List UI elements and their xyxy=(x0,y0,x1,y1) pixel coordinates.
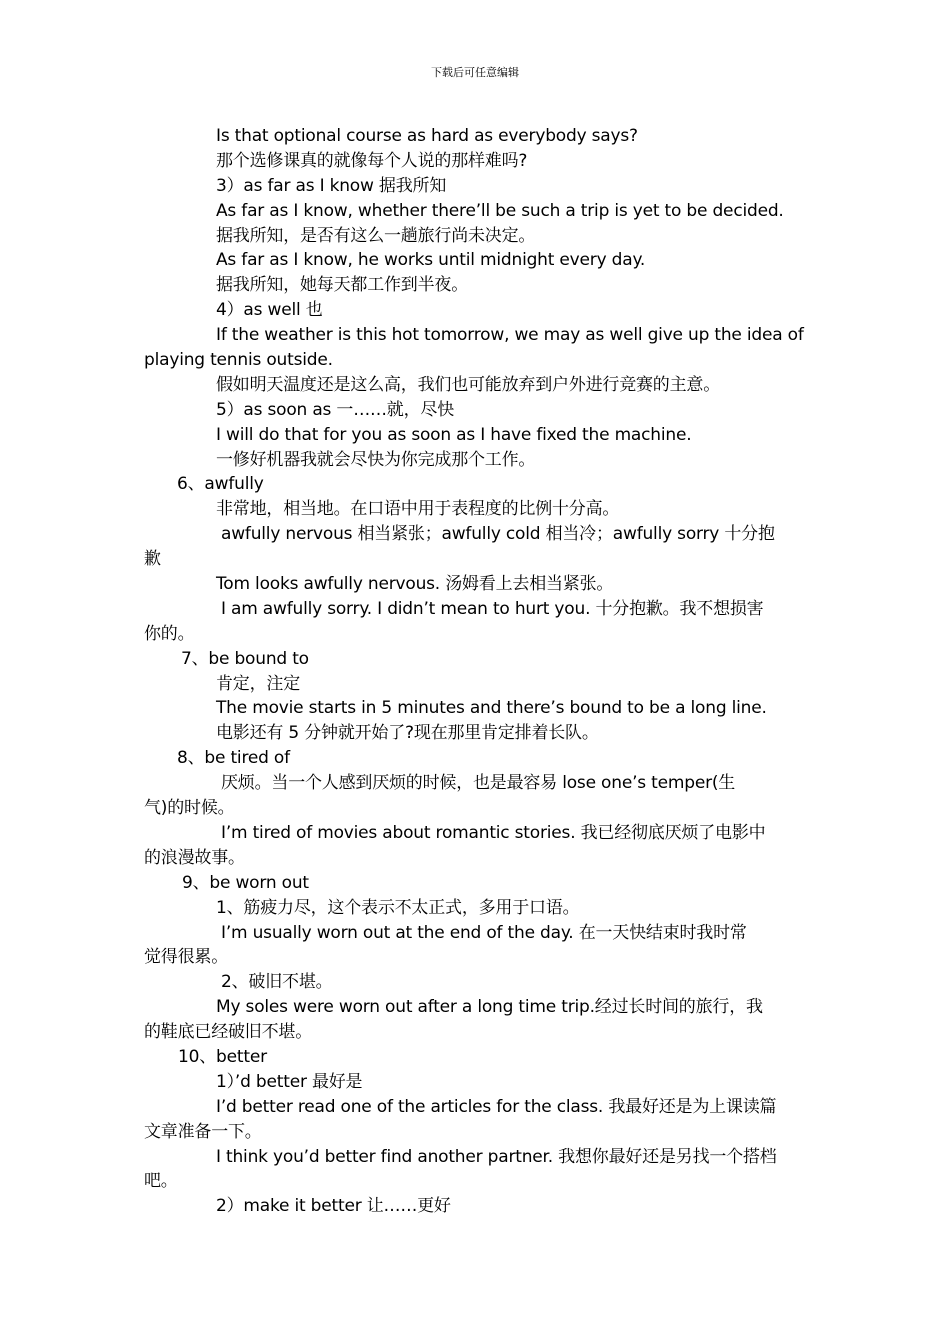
text-line: I will do that for you as soon as I have fixed the machine. xyxy=(216,424,692,445)
subheading: 4）as well 也 xyxy=(216,300,323,321)
text-line: The movie starts in 5 minutes and there’s bound to be a long line. xyxy=(216,698,767,719)
text-line: 1、筋疲力尽，这个表示不太正式，多用于口语。 xyxy=(216,897,580,918)
text-line: 那个选修课真的就像每个人说的那样难吗? xyxy=(216,150,528,171)
text-line: 电影还有 5 分钟就开始了?现在那里肯定排着长队。 xyxy=(216,723,599,744)
text-line: I’m tired of movies about romantic stories. 我已经彻底厌烦了电影中 xyxy=(221,822,766,843)
text-line: 假如明天温度还是这么高，我们也可能放弃到户外进行竞赛的主意。 xyxy=(216,374,720,395)
text-line: My soles were worn out after a long time trip.经过长时间的旅行，我 xyxy=(216,997,763,1018)
section-heading: 8、be tired of xyxy=(177,748,290,769)
text-line: 肯定，注定 xyxy=(216,673,300,694)
text-line: awfully nervous 相当紧张；awfully cold 相当冷；awfully sorry 十分抱 xyxy=(221,524,775,545)
text-line: 气)的时候。 xyxy=(144,798,235,819)
text-line: 觉得很累。 xyxy=(144,947,228,968)
subheading: 2）make it better 让……更好 xyxy=(216,1196,451,1217)
text-line: 文章准备一下。 xyxy=(144,1121,262,1142)
text-line: I’d better read one of the articles for the class. 我最好还是为上课读篇 xyxy=(216,1096,777,1117)
text-line: If the weather is this hot tomorrow, we may as well give up the idea of xyxy=(216,325,804,346)
text-line: I think you’d better find another partner. 我想你最好还是另找一个搭档 xyxy=(216,1146,777,1167)
text-line: I am awfully sorry. I didn’t mean to hurt you. 十分抱歉。我不想损害 xyxy=(221,598,764,619)
section-heading: 10、better xyxy=(178,1046,267,1067)
text-line: 歉 xyxy=(144,549,161,570)
text-line: 据我所知，她每天都工作到半夜。 xyxy=(216,275,468,296)
text-line: As far as I know, whether there’ll be such a trip is yet to be decided. xyxy=(216,200,784,221)
text-line: Is that optional course as hard as everybody says? xyxy=(216,126,638,146)
subheading: 5）as soon as 一……就，尽快 xyxy=(216,399,455,420)
text-line: 厌烦。当一个人感到厌烦的时候，也是最容易 lose one’s temper(生 xyxy=(221,773,736,794)
section-heading: 7、be bound to xyxy=(181,648,309,669)
document-body xyxy=(144,124,814,1219)
text-line: I’m usually worn out at the end of the day. 在一天快结束时我时常 xyxy=(221,922,747,943)
text-line: 据我所知，是否有这么一趟旅行尚未决定。 xyxy=(216,225,536,246)
text-line: 的鞋底已经破旧不堪。 xyxy=(144,1022,312,1043)
subheading: 3）as far as I know 据我所知 xyxy=(216,175,447,196)
text-line: 你的。 xyxy=(144,623,195,644)
text-line: 2、破旧不堪。 xyxy=(221,972,333,993)
text-line: 吧。 xyxy=(144,1171,178,1192)
text-line: 的浪漫故事。 xyxy=(144,847,245,868)
text-line: playing tennis outside. xyxy=(144,350,333,371)
section-heading: 9、be worn out xyxy=(182,872,309,893)
text-line: Tom looks awfully nervous. 汤姆看上去相当紧张。 xyxy=(216,574,614,595)
page-header: 下载后可任意编辑 xyxy=(431,66,519,79)
subheading: 1）’d better 最好是 xyxy=(216,1071,363,1092)
text-line: 非常地，相当地。在口语中用于表程度的比例十分高。 xyxy=(216,499,620,520)
text-line: 一修好机器我就会尽快为你完成那个工作。 xyxy=(216,449,536,470)
section-heading: 6、awfully xyxy=(177,474,264,495)
text-line: As far as I know, he works until midnight every day. xyxy=(216,250,646,271)
